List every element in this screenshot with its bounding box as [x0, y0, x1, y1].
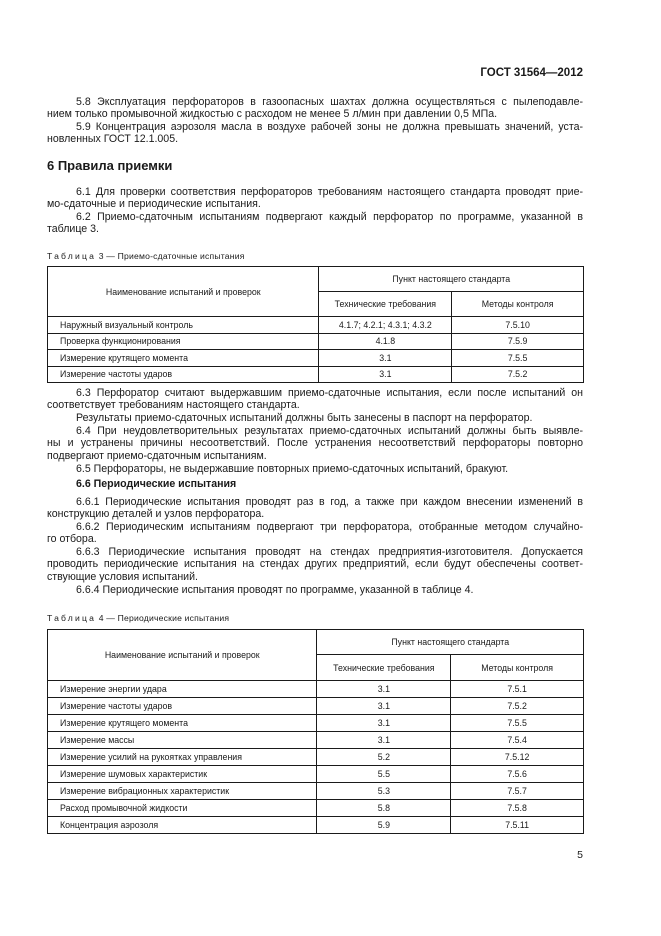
table-cell-name: Измерение крутящего момента: [48, 715, 317, 732]
table-cell-req: 5.9: [317, 817, 451, 834]
paragraph-line: 6.6.3 Периодические испытания проводят на стендах предприятия-изготовителя. Допускается: [76, 546, 583, 558]
table-cell-ctrl: 7.5.2: [451, 698, 584, 715]
paragraph-line: 6.6.4 Периодические испытания проводят по программе, указанной в таблице 4.: [76, 584, 474, 596]
table-3-header-ctrl: Методы контроля: [452, 292, 584, 317]
table-4-header-group: Пункт настоящего стандарта: [317, 630, 584, 655]
paragraph-6-4: [47, 425, 583, 462]
paragraph-6-3: [47, 387, 583, 412]
table-cell-ctrl: 7.5.6: [451, 766, 584, 783]
table-cell-req: 3.1: [319, 366, 452, 383]
paragraph-line: 5.9 Концентрация аэрозоля масла в воздухе рабочей зоны не должна превышать значений, уста-: [76, 121, 583, 133]
section-6-heading: 6 Правила приемки: [47, 158, 173, 173]
table-row: [48, 732, 584, 749]
paragraph-6-1: [47, 186, 583, 211]
table-row: [48, 366, 584, 383]
paragraph-line: 6.2 Приемо-сдаточным испытаниям подвергают каждый перфоратор по программе, указанной в: [76, 211, 583, 223]
table-3-caption-word: Таблица: [47, 251, 97, 261]
table-cell-req: 5.3: [317, 783, 451, 800]
table-cell-name: Измерение вибрационных характеристик: [48, 783, 317, 800]
paragraph-line: новленных ГОСТ 12.1.005.: [47, 133, 179, 146]
table-row: [48, 698, 584, 715]
paragraph-6-6-4: [47, 584, 583, 596]
table-cell-req: 3.1: [317, 732, 451, 749]
table-cell-name: Измерение энергии удара: [48, 681, 317, 698]
table-cell-name: Измерение массы: [48, 732, 317, 749]
table-row: [48, 783, 584, 800]
table-cell-name: Расход промывочной жидкости: [48, 800, 317, 817]
table-row: [48, 681, 584, 698]
table-cell-name: Концентрация аэрозоля: [48, 817, 317, 834]
subsection-6-6-heading: 6.6 Периодические испытания: [76, 478, 237, 490]
table-4: [47, 629, 584, 834]
paragraph-6-6-1: [47, 496, 583, 521]
table-row: [48, 749, 584, 766]
table-row: [48, 317, 584, 334]
page-number: 5: [577, 849, 583, 861]
paragraph-line: ствующие условия испытаний.: [47, 570, 198, 583]
paragraph-line: 6.6.1 Периодические испытания проводят раз в год, а также при каждом внесении изменений в: [76, 496, 583, 508]
table-row: [48, 350, 584, 367]
paragraph-line: 6.6.2 Периодическим испытаниям подвергают три перфоратора, отобранные методом случайно-: [76, 521, 583, 533]
paragraph-line: 6.4 При неудовлетворительных результатах приемо-сдаточных испытаний должны быть выявле-: [76, 425, 583, 437]
paragraph-6-6-3: [47, 546, 583, 583]
paragraph-line: подвергают приемо-сдаточным испытаниям.: [47, 449, 267, 462]
table-cell-req: 3.1: [319, 350, 452, 367]
table-cell-ctrl: 7.5.7: [451, 783, 584, 800]
table-row: [48, 817, 584, 834]
paragraph-5-8: [47, 96, 583, 121]
table-cell-name: Измерение шумовых характеристик: [48, 766, 317, 783]
table-row: [48, 766, 584, 783]
paragraph-5-9: [47, 121, 583, 146]
table-cell-name: Измерение усилий на рукоятках управления: [48, 749, 317, 766]
document-header-standard: ГОСТ 31564—2012: [480, 67, 583, 79]
paragraph-line: соответствует требованиям настоящего стандарта.: [47, 399, 300, 412]
table-4-caption-word: Таблица: [47, 613, 97, 623]
paragraph-line: 5.8 Эксплуатация перфораторов в газоопасных шахтах должна осуществляться с пылеподавле-: [76, 96, 583, 108]
table-cell-ctrl: 7.5.11: [451, 817, 584, 834]
table-4-header-ctrl: Методы контроля: [451, 655, 584, 681]
table-4-header-req: Технические требования: [317, 655, 451, 681]
table-cell-req: 5.2: [317, 749, 451, 766]
paragraph-line: нием только промывочной жидкостью с расходом не менее 5 л/мин при давлении 0,5 МПа.: [47, 108, 498, 121]
table-cell-req: 3.1: [317, 681, 451, 698]
table-cell-ctrl: 7.5.12: [451, 749, 584, 766]
paragraph-6-2: [47, 211, 583, 236]
table-3-header-name: Наименование испытаний и проверок: [48, 267, 319, 317]
table-cell-name: Измерение крутящего момента: [48, 350, 319, 367]
table-cell-ctrl: 7.5.5: [452, 350, 584, 367]
paragraph-line: 6.1 Для проверки соответствия перфораторов требованиям настоящего стандарта проводят прие-: [76, 186, 583, 198]
table-cell-req: 5.8: [317, 800, 451, 817]
table-4-header-name: Наименование испытаний и проверок: [48, 630, 317, 681]
table-3-caption: [47, 251, 245, 261]
paragraph-6-5: [47, 463, 583, 475]
paragraph-line: Результаты приемо-сдаточных испытаний должны быть занесены в паспорт на перфоратор.: [76, 412, 533, 424]
paragraph-line: конструкцию деталей и узлов перфоратора.: [47, 508, 265, 521]
table-cell-req: 3.1: [317, 715, 451, 732]
table-3-caption-text: 3 — Приемо-сдаточные испытания: [98, 251, 245, 261]
paragraph-line: го отбора.: [47, 533, 97, 546]
paragraph-line: 6.5 Перфораторы, не выдержавшие повторных приемо-сдаточных испытаний, бракуют.: [76, 463, 509, 475]
table-3-header-group: Пункт настоящего стандарта: [319, 267, 584, 292]
paragraph-line: таблице 3.: [47, 223, 99, 236]
table-cell-ctrl: 7.5.4: [451, 732, 584, 749]
table-cell-name: Измерение частоты ударов: [48, 366, 319, 383]
table-cell-req: 3.1: [317, 698, 451, 715]
paragraph-line: проводить периодические испытания на стендах других предприятий, если будут обеспечены соответ-: [47, 558, 583, 571]
table-cell-ctrl: 7.5.10: [452, 317, 584, 334]
table-cell-ctrl: 7.5.2: [452, 366, 584, 383]
table-cell-ctrl: 7.5.9: [452, 333, 584, 350]
table-row: [48, 715, 584, 732]
table-cell-name: Проверка функционирования: [48, 333, 319, 350]
paragraph-line: ны и устранены причины несоответствий. После устранения несоответствий перфораторы повторно: [47, 437, 583, 450]
table-row: [48, 333, 584, 350]
table-cell-name: Измерение частоты ударов: [48, 698, 317, 715]
table-4-caption: [47, 613, 229, 623]
table-cell-ctrl: 7.5.8: [451, 800, 584, 817]
table-3-header-req: Технические требования: [319, 292, 452, 317]
table-cell-name: Наружный визуальный контроль: [48, 317, 319, 334]
table-cell-req: 5.5: [317, 766, 451, 783]
table-3: [47, 266, 584, 383]
table-cell-ctrl: 7.5.1: [451, 681, 584, 698]
paragraph-6-6-2: [47, 521, 583, 546]
paragraph-results: [47, 412, 583, 424]
table-4-caption-text: 4 — Периодические испытания: [98, 613, 230, 623]
table-cell-req: 4.1.8: [319, 333, 452, 350]
table-row: [48, 800, 584, 817]
paragraph-line: 6.3 Перфоратор считают выдержавшим приемо-сдаточные испытания, если после испытаний он: [76, 387, 583, 399]
paragraph-line: мо-сдаточные и периодические испытания.: [47, 198, 261, 211]
table-cell-req: 4.1.7; 4.2.1; 4.3.1; 4.3.2: [319, 317, 452, 334]
table-cell-ctrl: 7.5.5: [451, 715, 584, 732]
